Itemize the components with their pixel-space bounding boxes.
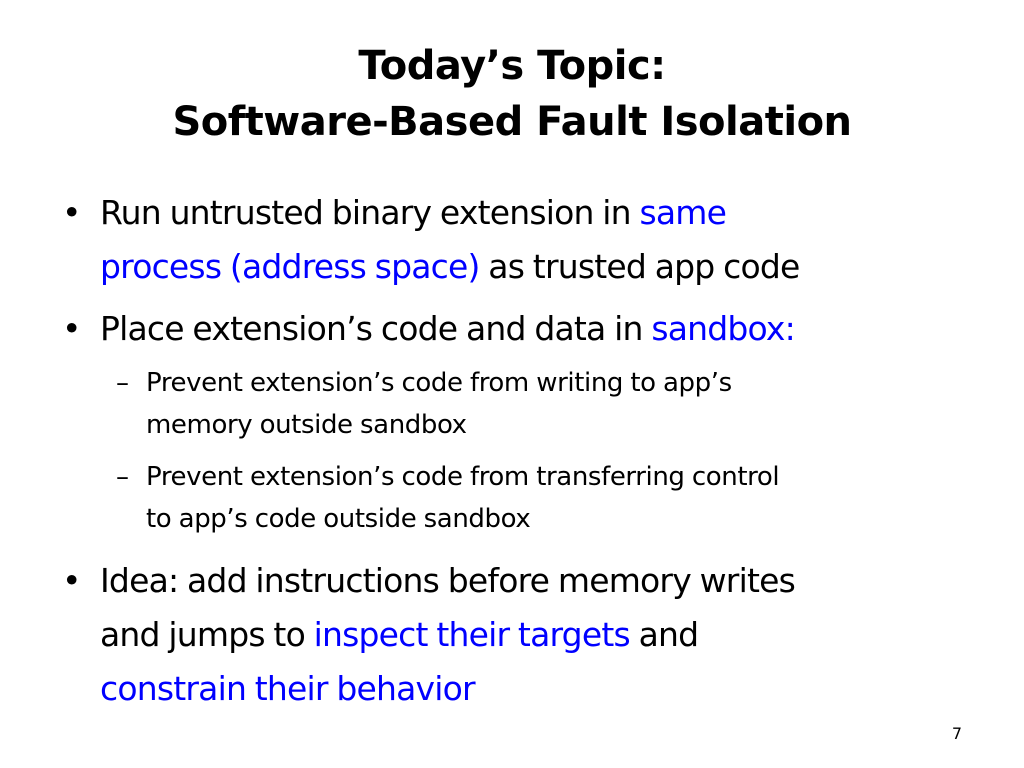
highlight-text: process (address space) [100, 247, 480, 286]
text-run: and [629, 615, 699, 654]
bullet-item-2 [62, 302, 980, 356]
text-run: Place extension’s code and data in [100, 309, 652, 348]
bullet-1-line-1 [100, 186, 980, 240]
bullet-3-line-1: Idea: add instructions before memory writes [100, 561, 795, 600]
sub-bullet-1-line-1: Prevent extension’s code from writing to app’s [146, 368, 732, 398]
sub-bullet-2-line-1: Prevent extension’s code from transferring control [146, 462, 780, 492]
text-run: as trusted app code [479, 247, 800, 286]
page-number: 7 [951, 724, 962, 743]
bullet-item-1 [62, 186, 980, 294]
text-run: and jumps to [100, 615, 314, 654]
sub-bullet-marker: – [116, 368, 129, 398]
sub-bullet-item-1 [116, 362, 986, 446]
bullet-2-line-1 [100, 302, 980, 356]
bullet-3-line-2 [100, 608, 980, 662]
sub-bullet-1-line-2: memory outside sandbox [146, 410, 467, 440]
sub-bullet-item-2 [116, 456, 986, 540]
bullet-marker: • [62, 309, 81, 348]
title-line-2: Software-Based Fault Isolation [172, 99, 852, 145]
bullet-1-line-2 [100, 240, 980, 294]
highlight-text: sandbox: [651, 309, 795, 348]
highlight-text: inspect their targets [313, 615, 630, 654]
bullet-marker: • [62, 193, 81, 232]
sub-bullet-marker: – [116, 462, 129, 492]
text-run: Run untrusted binary extension in [100, 193, 640, 232]
bullet-item-3 [62, 554, 980, 716]
bullet-3-line-3: constrain their behavior [100, 669, 475, 708]
highlight-text: same [639, 193, 727, 232]
title-line-1: Today’s Topic: [358, 43, 666, 89]
sub-bullet-2-line-2: to app’s code outside sandbox [146, 504, 531, 534]
bullet-marker: • [62, 561, 81, 600]
